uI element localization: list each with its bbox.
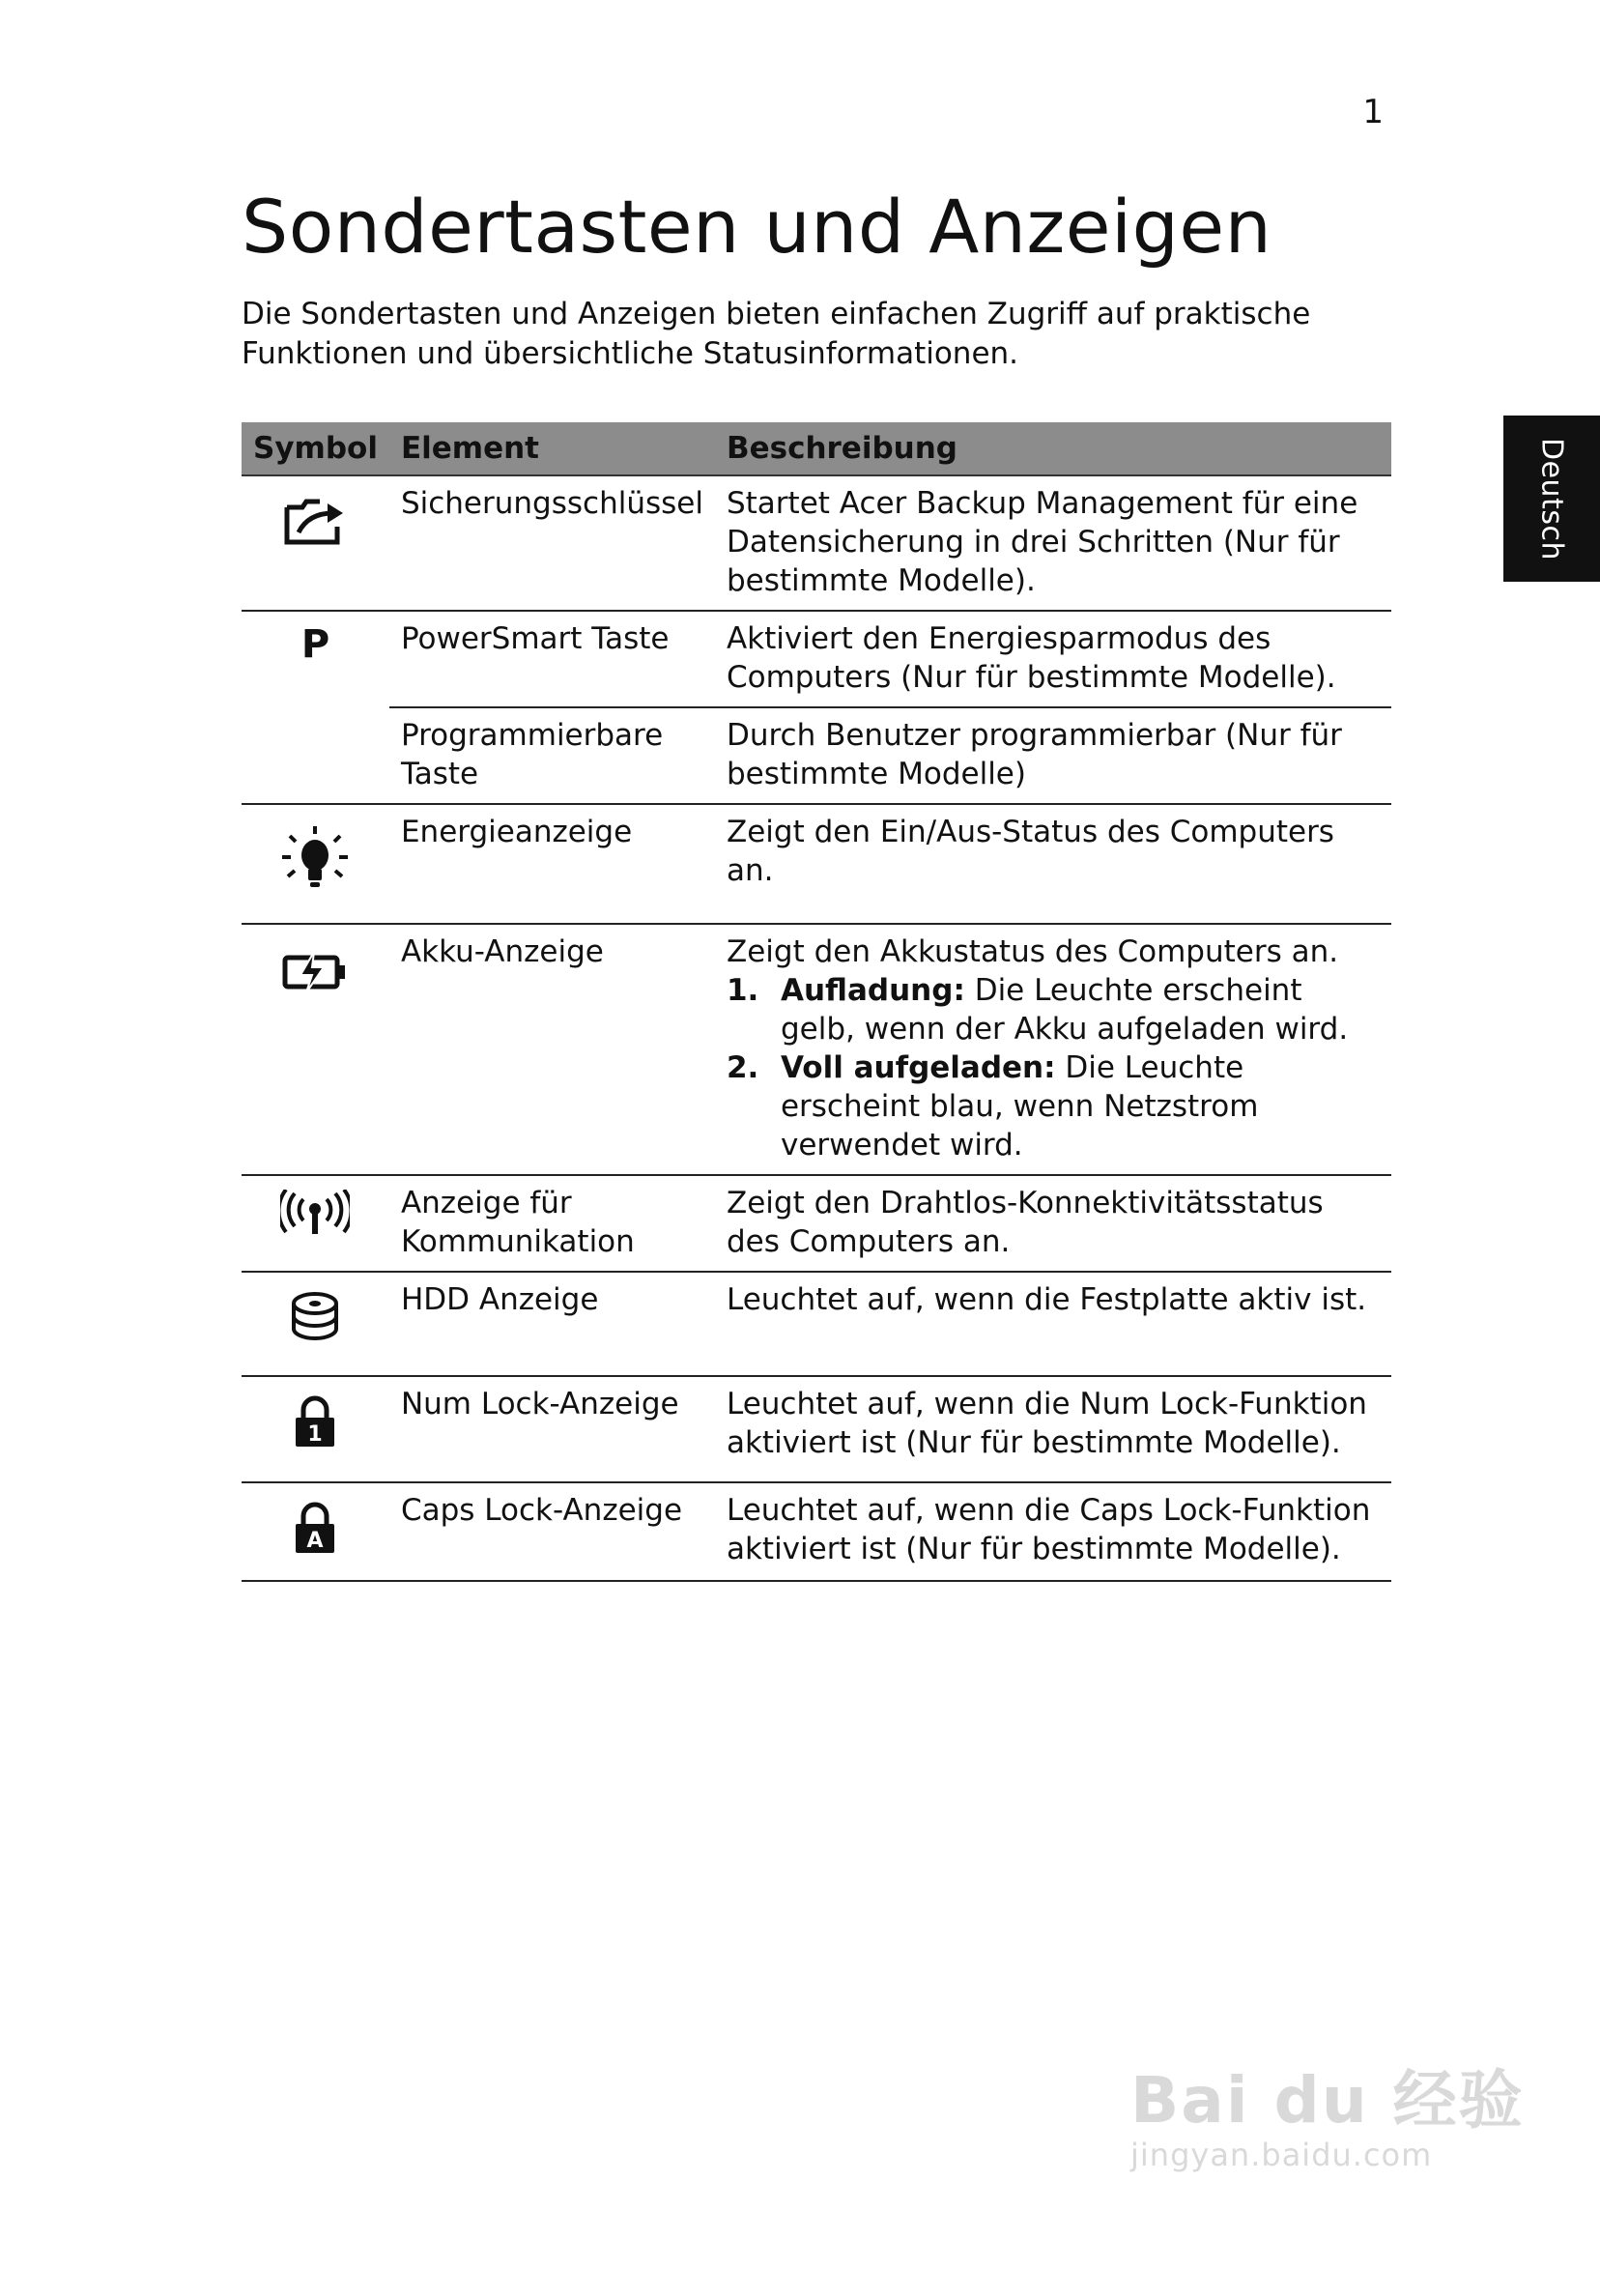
num-lock-glyph: 1 [307,1422,324,1447]
caps-lock-glyph: A [306,1529,324,1553]
element-description: Leuchtet auf, wenn die Festplatte aktiv ist. [715,1272,1391,1376]
element-description: Aktiviert den Energiesparmodus des Computers (Nur für bestimmte Modelle). [715,611,1391,707]
intro-paragraph: Die Sondertasten und Anzeigen bieten einfachen Zugriff auf praktische Funktionen und übersichtliche Statusinformationen. [242,297,1311,371]
hdd-icon [242,1272,389,1376]
language-tab-label: Deutsch [1534,437,1569,560]
element-description: Zeigt den Drahtlos-Konnektivitätsstatus des Computers an. [715,1175,1391,1272]
list-label: Aufladung: [780,973,965,1008]
battery-charging-icon [242,924,389,1175]
list-text: Die Leuchte erscheint blau, wenn Netzstrom verwendet wird. [780,1050,1259,1162]
table-row [242,1482,1391,1581]
table-row [242,475,1391,611]
element-description: Leuchtet auf, wenn die Caps Lock-Funktion aktiviert ist (Nur für bestimmte Modelle). [715,1482,1391,1581]
element-description: Durch Benutzer programmierbar (Nur für bestimmte Modelle) [715,707,1391,804]
page-title: Sondertasten und Anzeigen [242,184,1272,270]
element-name: Akku-Anzeige [389,924,715,1175]
table-row [242,707,1391,804]
element-name: Sicherungsschlüssel [389,475,715,611]
header-element: Element [389,422,715,475]
table-row [242,804,1391,924]
num-lock-icon [242,1376,389,1482]
element-description: Zeigt den Akkustatus des Computers an. [726,934,1339,969]
table-row [242,611,1391,707]
table-row [242,1175,1391,1272]
battery-status-list [727,971,1380,1164]
element-name: Energieanzeige [389,804,715,924]
element-description: Leuchtet auf, wenn die Num Lock-Funktion aktiviert ist (Nur für bestimmte Modelle). [715,1376,1391,1482]
element-description-block [715,924,1391,1175]
power-light-icon [242,804,389,924]
powersmart-p-icon [242,611,389,804]
page-number: 1 [1362,93,1384,131]
table-row [242,1272,1391,1376]
element-name: Caps Lock-Anzeige [389,1482,715,1581]
element-description: Zeigt den Ein/Aus-Status des Computers an. [715,804,1391,924]
list-number: 2. [726,1050,759,1085]
wireless-icon [242,1175,389,1272]
caps-lock-icon [242,1482,389,1581]
element-name: PowerSmart Taste [389,611,715,707]
element-name: Num Lock-Anzeige [389,1376,715,1482]
header-description: Beschreibung [715,422,1391,475]
list-number: 1. [726,973,759,1008]
element-name: Anzeige für Kommunikation [389,1175,715,1272]
powersmart-symbol-text: P [300,622,330,667]
list-text: Die Leuchte erscheint gelb, wenn der Akku aufgeladen wird. [780,973,1349,1047]
table-row [242,924,1391,1175]
element-name: HDD Anzeige [389,1272,715,1376]
watermark-url: jingyan.baidu.com [1130,2137,1433,2173]
element-name: Programmierbare Taste [389,707,715,804]
list-item [727,971,1380,1048]
table-row [242,1376,1391,1482]
element-description: Startet Acer Backup Management für eine Datensicherung in drei Schritten (Nur für bestimmte Modelle). [715,475,1391,611]
header-symbol: Symbol [242,422,389,475]
table-header-row [242,422,1391,475]
language-tab [1503,416,1600,582]
list-item [727,1048,1380,1164]
keys-indicators-table [242,422,1391,1582]
watermark [1130,2049,1525,2173]
list-label: Voll aufgeladen: [780,1050,1056,1085]
backup-icon [242,475,389,611]
watermark-logo: Bai du 经验 [1130,2063,1525,2138]
